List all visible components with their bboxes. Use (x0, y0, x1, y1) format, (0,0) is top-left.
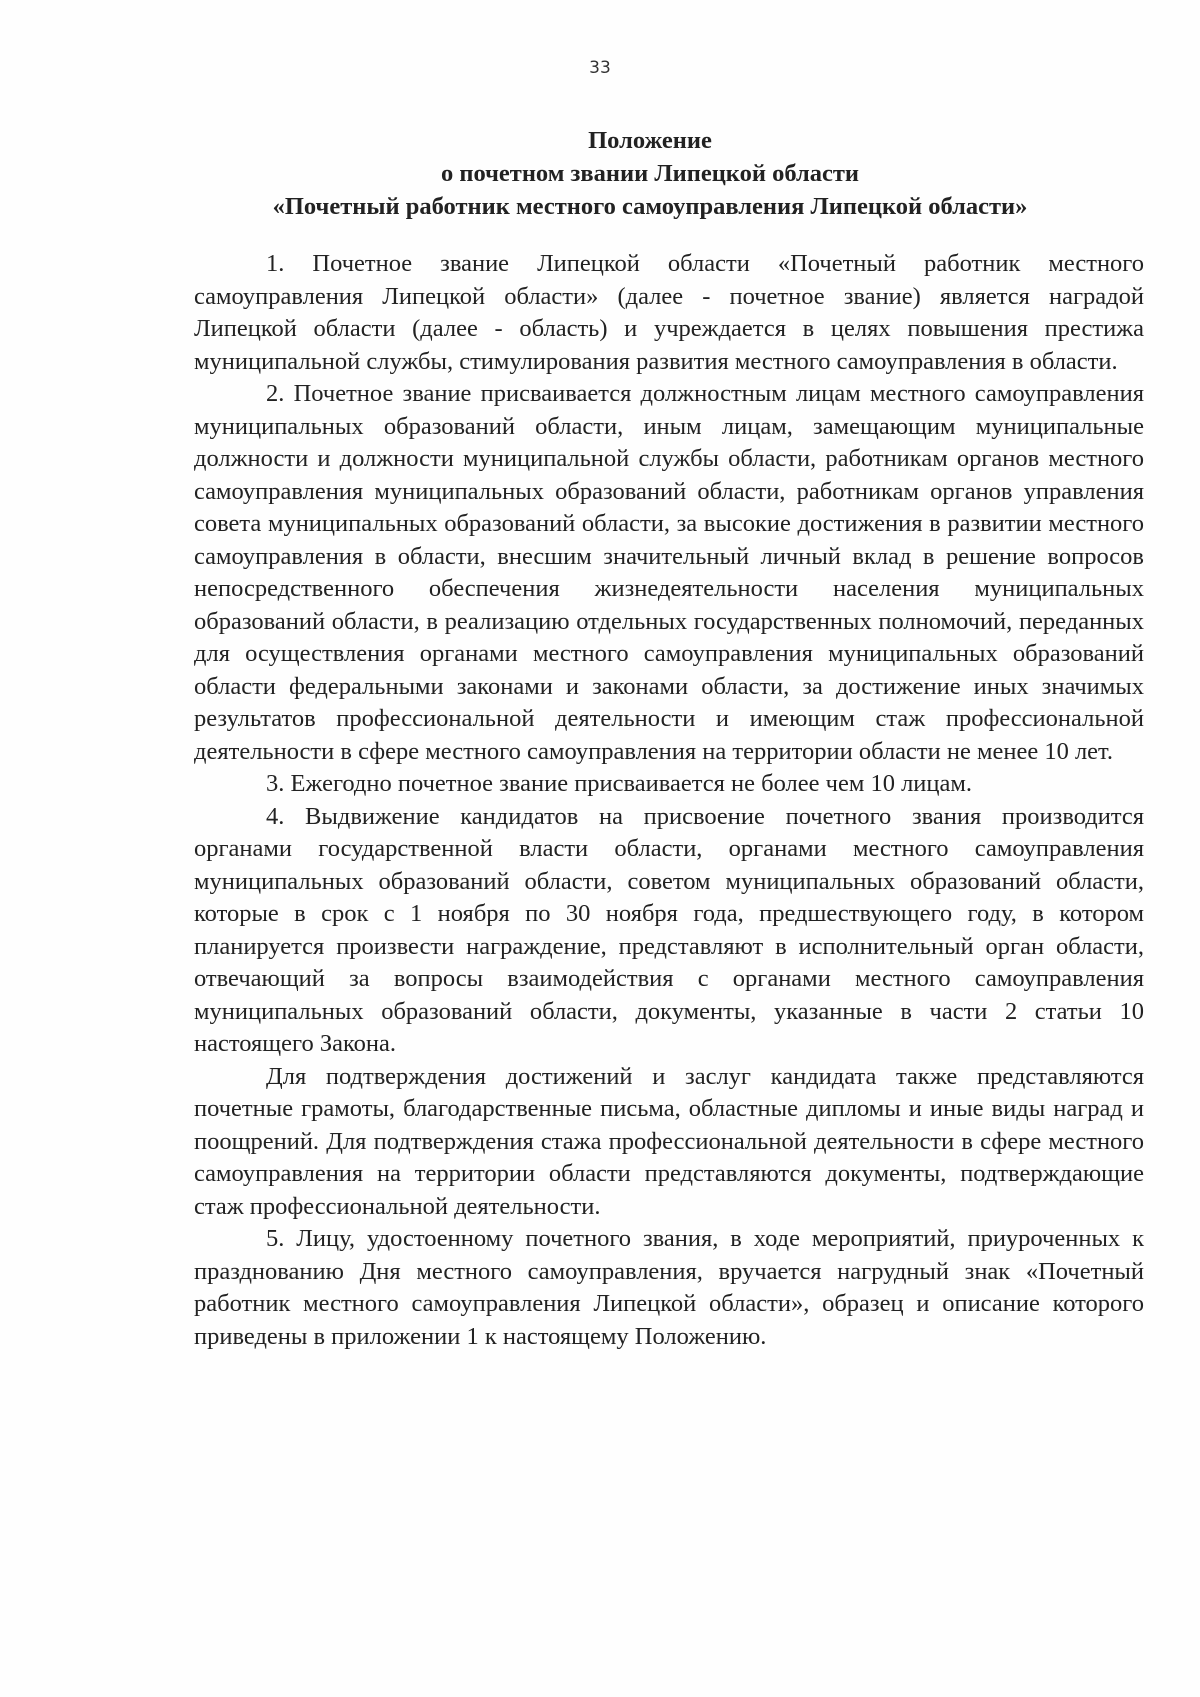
paragraph-3: 3. Ежегодно почетное звание присваивается не более чем 10 лицам. (266, 770, 973, 797)
title-line-1: Положение (588, 127, 712, 154)
paragraph-2: 2. Почетное звание присваивается должностным лицам местного самоуправления муниципальных образований области, иным лицам, замещающим муниципальные должности и должности муниципальной службы области, работникам органов местного самоуправления муниципальных образований области, работникам органов управления совета муниципальных образований области, за высокие достижения в развитии местного самоуправления в области, внесшим значительный личный вклад в решение вопросов непосредственного обеспечения жизнедеятельности населения муниципальных образований области, в реализацию отдельных государственных полномочий, переданных для осуществления органами местного самоуправления муниципальных образований области федеральными законами и законами области, за достижение иных значимых результатов профессиональной деятельности и имеющим стаж профессиональной деятельности в сфере местного самоуправления на территории области не менее 10 лет. (194, 380, 1144, 765)
title-line-2: о почетном звании Липецкой области (440, 160, 860, 187)
page-number: 33 (589, 58, 611, 78)
paragraph-5: 5. Лицу, удостоенному почетного звания, в ходе мероприятий, приуроченных к празднованию Дня местного самоуправления, вручается нагрудный знак «Почетный работник местного самоуправления Липецкой области», образец и описание которого приведены в приложении 1 к настоящему Положению. (194, 1225, 1144, 1350)
document-body (194, 248, 1144, 1353)
paragraph-4: 4. Выдвижение кандидатов на присвоение почетного звания производится органами государственной власти области, органами местного самоуправления муниципальных образований области, советом муниципальных образований области, которые в срок с 1 ноября по 30 ноября года, предшествующего году, в котором планируется произвести награждение, представляют в исполнительный орган области, отвечающий за вопросы взаимодействия с органами местного самоуправления муниципальных образований области, документы, указанные в части 2 статьи 10 настоящего Закона. (194, 802, 1144, 1057)
document-title (150, 124, 1150, 223)
paragraph-1: 1. Почетное звание Липецкой области «Почетный работник местного самоуправления Липецкой области» (далее - почетное звание) является наградой Липецкой области (далее - область) и учреждается в целях повышения престижа муниципальной службы, стимулирования развития местного самоуправления в области. (194, 250, 1144, 375)
title-line-3: «Почетный работник местного самоуправления Липецкой области» (272, 193, 1028, 220)
paragraph-4-continuation: Для подтверждения достижений и заслуг кандидата также представляются почетные грамоты, благодарственные письма, областные дипломы и иные виды наград и поощрений. Для подтверждения стажа профессиональной деятельности в сфере местного самоуправления на территории области представляются документы, подтверждающие стаж профессиональной деятельности. (194, 1062, 1144, 1220)
